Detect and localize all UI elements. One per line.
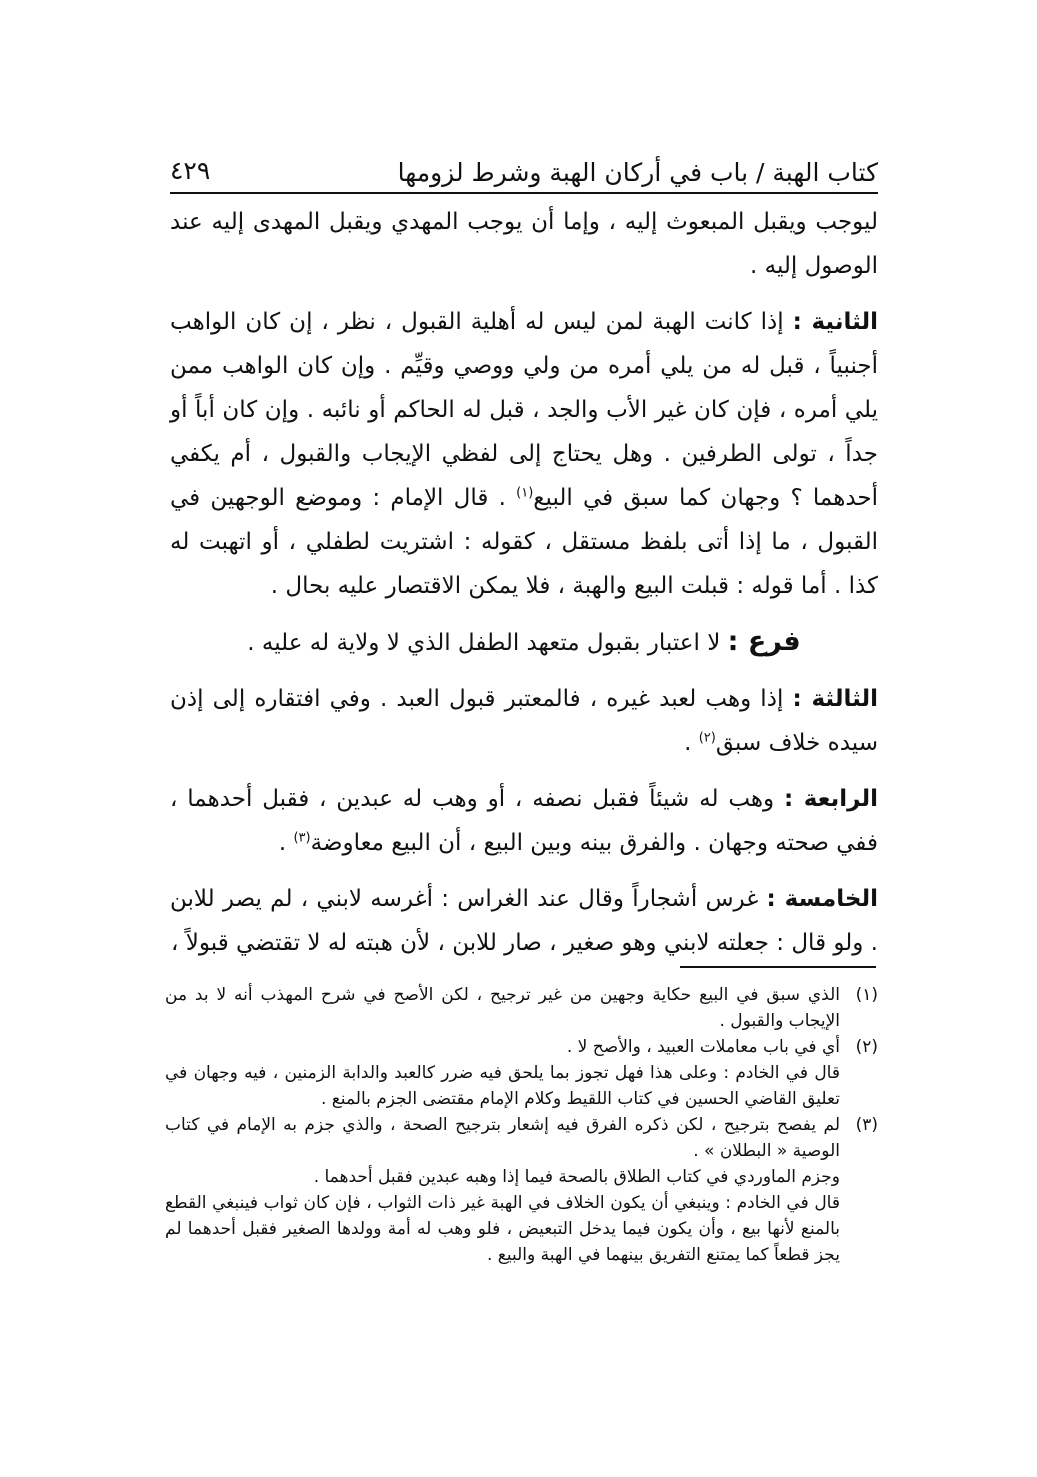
paragraph-end: . bbox=[684, 730, 692, 756]
paragraph-text: ليوجب ويقبل المبعوث إليه ، وإما أن يوجب المهدي ويقبل المهدى إليه عند الوصول إليه . bbox=[170, 209, 878, 279]
paragraph-lead: الثانية : bbox=[792, 309, 878, 335]
paragraph-text: وهب له شيئاً فقبل نصفه ، أو وهب له عبدين ، فقبل أحدهما ، ففي صحته وجهان . والفرق بينه وبين البيع ، أن البيع معاوضة bbox=[170, 786, 878, 856]
footnotes bbox=[165, 982, 878, 1268]
header-rule bbox=[170, 192, 878, 194]
footnote-2 bbox=[165, 1034, 878, 1060]
footnote-rule bbox=[680, 966, 876, 968]
footnote-2-continuation bbox=[165, 1060, 878, 1112]
paragraph-end: . bbox=[278, 830, 287, 856]
footnote-text: لم يفصح بترجيح ، لكن ذكره الفرق فيه إشعار بترجيح الصحة ، والذي جزم به الإمام في كتاب الوصية « البطلان » . bbox=[165, 1115, 840, 1161]
footnote-ref: (٢) bbox=[698, 730, 716, 746]
paragraph-third bbox=[170, 677, 878, 765]
footnote-text: وجزم الماوردي في كتاب الطلاق بالصحة فيما إذا وهبه عبدين فقبل أحدهما . bbox=[313, 1167, 840, 1187]
footnote-3 bbox=[165, 1112, 878, 1164]
paragraph-text: إذا كانت الهبة لمن ليس له أهلية القبول ، نظر ، إن كان الواهب أجنبياً ، قبل له من يلي أمره من ولي ووصي وقيِّم . وإن كان الواهب ممن يلي أمره ، فإن كان غير الأب والجد ، قبل له الحاكم أو نائبه . وإن كان أباً أو جداً ، تولى الطرفين . وهل يحتاج إلى لفظي الإيجاب والقبول ، أم يكفي أحدهما ؟ وجهان كما سبق في البيع bbox=[170, 309, 878, 511]
footnote-text: قال في الخادم : وينبغي أن يكون الخلاف في الهبة غير ذات الثواب ، فإن كان ثواب فينبغي القطع بالمنع لأنها بيع ، وأن يكون فيما يدخل التبعيض ، فلو وهب له أمة وولدها الصغير فقبل أحدهما لم يجز قطعاً كما يمتنع التفريق بينهما في الهبة والبيع . bbox=[165, 1193, 840, 1265]
footnote-number: (٣) bbox=[855, 1115, 878, 1135]
footnote-text: قال في الخادم : وعلى هذا فهل تجوز بما يلحق فيه ضرر كالعبد والدابة الزمنين ، فيه وجهان في تعليق القاضي الحسين في كتاب اللقيط وكلام الإمام مقتضى الجزم بالمنع . bbox=[165, 1063, 840, 1109]
paragraph-text: إذا وهب لعبد غيره ، فالمعتبر قبول العبد . وفي افتقاره إلى إذن سيده خلاف سبق bbox=[170, 686, 878, 756]
paragraph-far bbox=[170, 620, 878, 665]
paragraph-fifth bbox=[170, 877, 878, 965]
footnote-number: (١) bbox=[855, 985, 878, 1005]
footnote-3-continuation bbox=[165, 1190, 878, 1268]
footnote-1 bbox=[165, 982, 878, 1034]
far-lead: فرع : bbox=[727, 626, 801, 657]
paragraph-lead: الخامسة : bbox=[766, 886, 879, 912]
footnote-ref: (٣) bbox=[293, 830, 311, 846]
main-text bbox=[170, 200, 878, 977]
footnote-3-continuation bbox=[165, 1164, 878, 1190]
paragraph-fourth bbox=[170, 777, 878, 865]
footnote-text: الذي سبق في البيع حكاية وجهين من غير ترجيح ، لكن الأصح في شرح المهذب أنه لا بد من الإيجاب والقبول . bbox=[165, 985, 840, 1031]
paragraph-lead: الرابعة : bbox=[784, 786, 879, 812]
footnote-text: أي في باب معاملات العبيد ، والأصح لا . bbox=[566, 1037, 840, 1057]
paragraph-lead: الثالثة : bbox=[792, 686, 878, 712]
page-number: ٤٢٩ bbox=[170, 156, 211, 185]
chapter-title: كتاب الهبة / باب في أركان الهبة وشرط لزومها bbox=[397, 158, 878, 187]
running-header bbox=[170, 148, 878, 192]
paragraph-text: . قال الإمام : وموضع الوجهين في القبول ، ما إذا أتى بلفظ مستقل ، كقوله : اشتريت لطفلي ، أو اتهبت له كذا . أما قوله : قبلت البيع والهبة ، فلا يمكن الاقتصار عليه بحال . bbox=[170, 485, 878, 599]
paragraph-text: غرس أشجاراً وقال عند الغراس : أغرسه لابني ، لم يصر للابن . ولو قال : جعلته لابني وهو صغير ، صار للابن ، لأن هبته له لا تقتضي قبولاً ، bbox=[170, 886, 878, 956]
paragraph-text: لا اعتبار بقبول متعهد الطفل الذي لا ولاية له عليه . bbox=[247, 630, 721, 656]
footnote-ref: (١) bbox=[516, 485, 534, 501]
paragraph-second bbox=[170, 300, 878, 608]
footnote-number: (٢) bbox=[855, 1037, 878, 1057]
paragraph-continuation bbox=[170, 200, 878, 288]
